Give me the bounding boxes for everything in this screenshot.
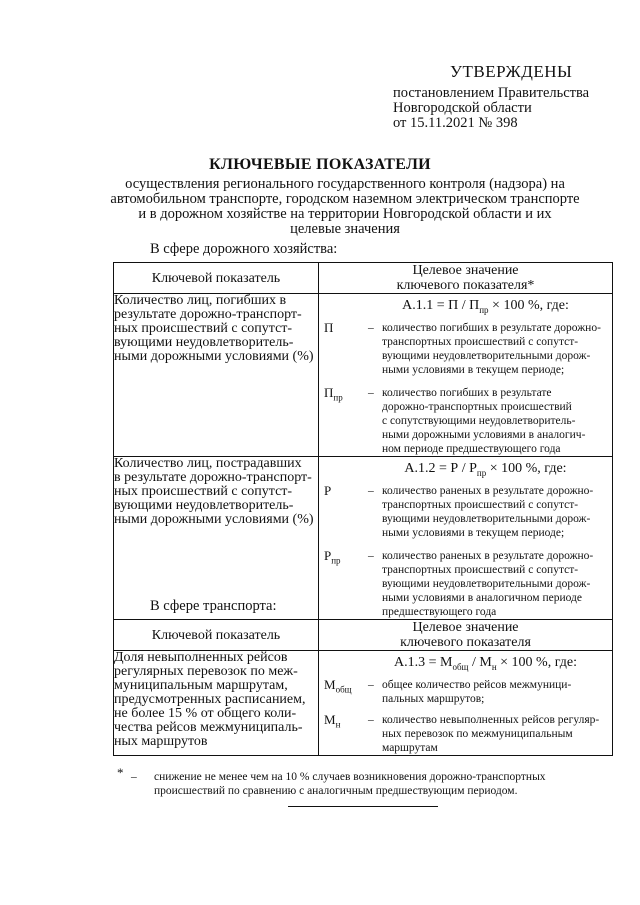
header-target-line: Целевое значение <box>412 620 519 635</box>
section-title-transport: В сфере транспорта: <box>150 598 277 614</box>
definition-dash: – <box>368 678 374 691</box>
table-row <box>114 651 613 756</box>
road-indicators-table <box>113 262 613 620</box>
definition-dash: – <box>368 549 374 562</box>
footnote-line: происшествий по сравнению с аналогичным предшествующим периодом. <box>154 785 518 797</box>
definition-text: общее количество рейсов межмуници- пальных маршрутов; <box>382 678 572 705</box>
document-subtitle <box>80 177 610 237</box>
indicator-line: предусмотренных расписанием, <box>114 692 306 707</box>
target-cell <box>319 651 613 756</box>
indicator-line: ными дорожными условиями (%) <box>114 511 314 527</box>
definition-symbol: $М_н$ <box>324 711 341 730</box>
indicator-line: Количество лиц, пострадавших <box>114 455 302 471</box>
definition <box>319 713 612 755</box>
approval-title: УТВЕРЖДЕНЫ <box>450 62 573 81</box>
definition-text: количество невыполненных рейсов регуляр- ных перевозок по межмуниципальным маршрутам <box>382 713 600 754</box>
indicator-line: вующими неудовлетворитель- <box>114 497 294 513</box>
indicator-line: ными дорожными условиями (%) <box>114 349 314 364</box>
indicator-line: Количество лиц, погибших в <box>114 293 287 308</box>
table-header-row <box>114 620 613 651</box>
indicator-line: муниципальным маршрутам, <box>114 678 288 693</box>
definition <box>319 484 612 540</box>
definition-symbol: $М_{общ}$ <box>324 676 352 695</box>
definition-dash: – <box>368 321 374 334</box>
table-row <box>114 456 613 619</box>
header-target <box>319 620 613 651</box>
definition-symbol: Р <box>324 482 332 498</box>
definition-dash: – <box>368 386 374 399</box>
indicator-line: Доля невыполненных рейсов <box>114 650 288 665</box>
footnote-star: * <box>117 765 124 780</box>
table-header-row <box>114 263 613 294</box>
definition <box>319 321 612 377</box>
header-target <box>319 263 613 294</box>
footnote-text <box>154 770 634 798</box>
table-row <box>114 294 613 457</box>
indicator-line: в результате дорожно-транспорт- <box>114 469 312 485</box>
definition <box>319 386 612 456</box>
indicator-line: ных происшествий с сопутст- <box>114 321 293 336</box>
transport-indicators-table <box>113 619 613 756</box>
definition-dash: – <box>368 484 374 497</box>
indicator-line: вующими неудовлетворитель- <box>114 335 294 350</box>
approval-line: постановлением Правительства <box>393 85 590 101</box>
definition <box>319 678 612 706</box>
footnote-line: снижение не менее чем на 10 % случаев возникновения дорожно-транспортных <box>154 771 546 783</box>
indicator-line: ных происшествий с сопутст- <box>114 483 293 499</box>
definition-dash: – <box>368 713 374 726</box>
definition-text: количество раненых в результате дорожно- транспортных происшествий с сопутст- вующими неудовлетворительными дорож- ными условиями в аналогичном периоде предшествующего года <box>382 549 594 618</box>
formula: $А.1.2 = Р / Р_{пр} \times 100$ %, где: <box>404 460 567 478</box>
subtitle-line: и в дорожном хозяйстве на территории Новгородской области и их <box>138 206 552 222</box>
definition-symbol: $П_{пр}$ <box>324 384 343 403</box>
header-target-line: ключевого показателя* <box>396 278 535 293</box>
indicator-line: ных маршрутов <box>114 734 208 749</box>
header-indicator: Ключевой показатель <box>114 620 319 651</box>
document-title: КЛЮЧЕВЫЕ ПОКАЗАТЕЛИ <box>209 156 431 173</box>
header-target-line: ключевого показателя <box>400 635 531 650</box>
header-indicator: Ключевой показатель <box>114 263 319 294</box>
indicator-cell <box>114 294 319 457</box>
approval-line: Новгородской области <box>393 100 532 116</box>
subtitle-line: автомобильном транспорте, городском наземном электрическом транспорте <box>110 191 580 207</box>
closing-rule <box>288 806 438 807</box>
indicator-line: регулярных перевозок по меж- <box>114 664 298 679</box>
definition-text: количество раненых в результате дорожно- транспортных происшествий с сопутст- вующими неудовлетворительными дорож- ными условиями в текущем периоде; <box>382 484 594 539</box>
formula: $А.1.1 = П / П_{пр} \times 100$ %, где: <box>402 298 569 315</box>
subtitle-line: осуществления регионального государственного контроля (надзора) на <box>125 176 565 192</box>
definition-symbol: $Р_{пр}$ <box>324 547 341 566</box>
footnote-dash: – <box>131 771 137 783</box>
approval-block <box>393 86 589 131</box>
header-target-line: Целевое значение <box>412 263 519 278</box>
formula: $А.1.3 = М_{общ} / М_н \times 100$ %, где: <box>394 655 577 672</box>
target-cell <box>319 456 613 619</box>
indicator-line: чества рейсов межмуниципаль- <box>114 720 303 735</box>
subtitle-line: целевые значения <box>290 221 400 237</box>
definition-text: количество погибших в результате дорожно-транспортных происшествий с сопутствующими неудовлетворитель- ными дорожными условиями в аналогич- ном периоде предшествующего года <box>382 386 586 455</box>
indicator-line: результате дорожно-транспорт- <box>114 307 302 322</box>
definition <box>319 549 612 619</box>
indicator-line: не более 15 % от общего коли- <box>114 706 297 721</box>
indicator-cell <box>114 651 319 756</box>
definition-text: количество погибших в результате дорожно- транспортных происшествий с сопутст- вующими неудовлетворительными дорож- ными условиями в текущем периоде; <box>382 321 601 376</box>
section-title-road: В сфере дорожного хозяйства: <box>150 241 338 257</box>
target-cell <box>319 294 613 457</box>
definition-symbol: П <box>324 319 334 335</box>
approval-line: от 15.11.2021 № 398 <box>393 115 518 131</box>
indicator-cell <box>114 456 319 619</box>
